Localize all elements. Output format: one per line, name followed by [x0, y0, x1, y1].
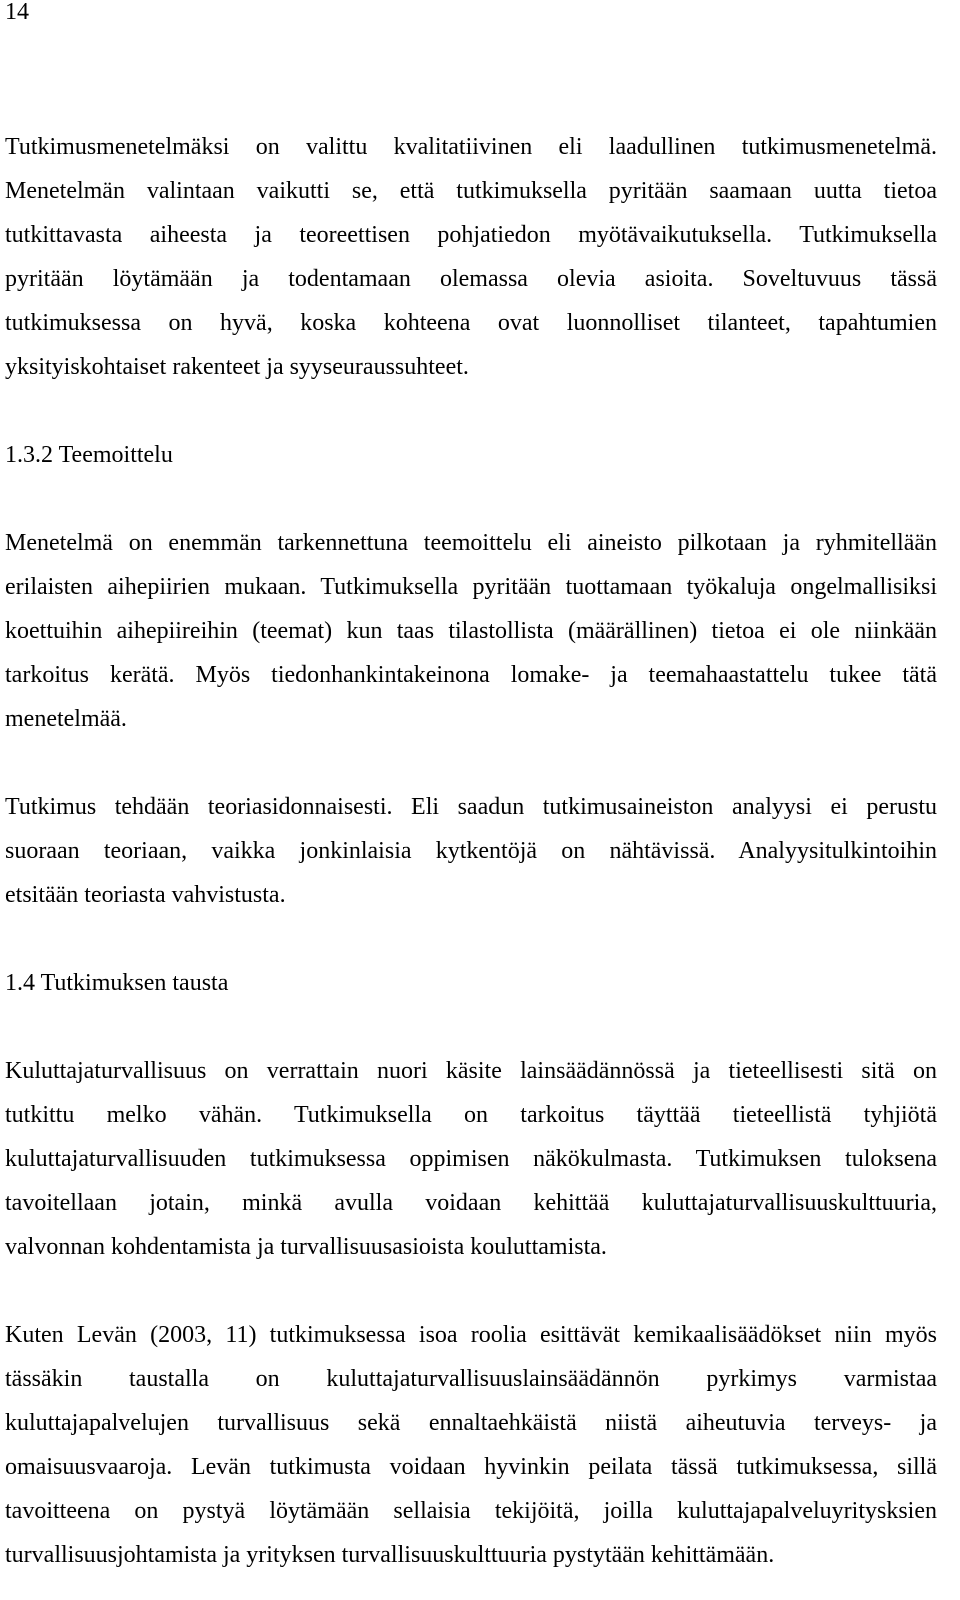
text-line: suoraan teoriaan, vaikka jonkinlaisia kytkentöjä on nähtävissä. Analyysitulkintoihin [5, 838, 937, 864]
paragraph-teemoittelu [5, 521, 937, 741]
document-body [5, 125, 937, 1577]
section-heading-tausta [5, 961, 937, 1005]
text-line: koettuihin aihepiireihin (teemat) kun taas tilastollista (määrällinen) tietoa ei ole niinkään [5, 618, 937, 644]
text-line: tavoitteena on pystyä löytämään sellaisia tekijöitä, joilla kuluttajapalveluyritysksien [5, 1498, 937, 1524]
text-line: Menetelmä on enemmän tarkennettuna teemoittelu eli aineisto pilkotaan ja ryhmitellään [5, 530, 937, 556]
text-line: pyritään löytämään ja todentamaan olemassa olevia asioita. Soveltuvuus tässä [5, 266, 937, 292]
paragraph-methodology [5, 125, 937, 389]
paragraph-background [5, 1049, 937, 1269]
text-line: tutkittu melko vähän. Tutkimuksella on tarkoitus täyttää tieteellistä tyhjiötä [5, 1102, 937, 1128]
text-line: Menetelmän valintaan vaikutti se, että tutkimuksella pyritään saamaan uutta tietoa [5, 178, 937, 204]
section-heading-teemoittelu [5, 433, 937, 477]
text-line: tarkoitus kerätä. Myös tiedonhankintakeinona lomake- ja teemahaastattelu tukee tätä [5, 662, 937, 688]
text-line: Kuten Levän (2003, 11) tutkimuksessa isoa roolia esittävät kemikaalisäädökset niin myös [5, 1322, 937, 1348]
text-line: yksityiskohtaiset rakenteet ja syyseuraussuhteet. [5, 354, 469, 380]
paragraph-theory [5, 785, 937, 917]
text-line: etsitään teoriasta vahvistusta. [5, 882, 286, 908]
text-line: kuluttajaturvallisuuden tutkimuksessa oppimisen näkökulmasta. Tutkimuksen tuloksena [5, 1146, 937, 1172]
text-line: kuluttajapalvelujen turvallisuus sekä ennaltaehkäistä niistä aiheutuvia terveys- ja [5, 1410, 937, 1436]
text-line: menetelmää. [5, 706, 127, 732]
section-heading: 1.4 Tutkimuksen tausta [5, 970, 229, 996]
text-line: tutkittavasta aiheesta ja teoreettisen pohjatiedon myötävaikutuksella. Tutkimuksella [5, 222, 937, 248]
text-line: omaisuusvaaroja. Levän tutkimusta voidaan hyvinkin peilata tässä tutkimuksessa, sillä [5, 1454, 937, 1480]
section-heading: 1.3.2 Teemoittelu [5, 442, 173, 468]
text-line: valvonnan kohdentamista ja turvallisuusasioista kouluttamista. [5, 1234, 607, 1260]
text-line: erilaisten aihepiirien mukaan. Tutkimuksella pyritään tuottamaan työkaluja ongelmallisiksi [5, 574, 937, 600]
paragraph-leva-reference [5, 1313, 937, 1577]
text-line: turvallisuusjohtamista ja yrityksen turvallisuuskulttuuria pystytään kehittämään. [5, 1542, 775, 1568]
text-line: Tutkimus tehdään teoriasidonnaisesti. Eli saadun tutkimusaineiston analyysi ei perustu [5, 794, 937, 820]
text-line: tässäkin taustalla on kuluttajaturvallisuuslainsäädännön pyrkimys varmistaa [5, 1366, 937, 1392]
page-number: 14 [5, 0, 29, 25]
text-line: tutkimuksessa on hyvä, koska kohteena ovat luonnolliset tilanteet, tapahtumien [5, 310, 937, 336]
text-line: Tutkimusmenetelmäksi on valittu kvalitatiivinen eli laadullinen tutkimusmenetelmä. [5, 134, 937, 160]
text-line: Kuluttajaturvallisuus on verrattain nuori käsite lainsäädännössä ja tieteellisesti sitä on [5, 1058, 937, 1084]
text-line: tavoitellaan jotain, minkä avulla voidaan kehittää kuluttajaturvallisuuskulttuuria, [5, 1190, 937, 1216]
